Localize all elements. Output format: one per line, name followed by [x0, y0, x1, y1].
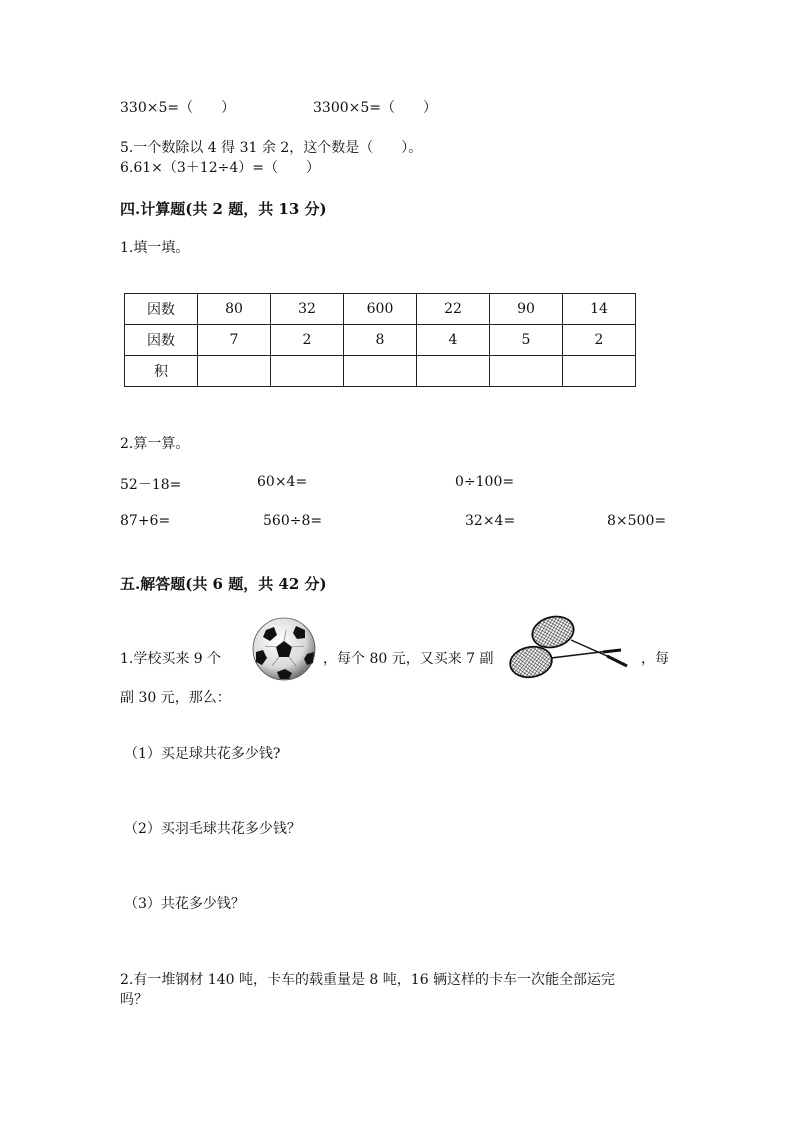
badminton-rackets-icon [507, 612, 635, 686]
answer-cell[interactable] [417, 356, 490, 387]
answer-cell[interactable] [490, 356, 563, 387]
table-cell: 4 [417, 325, 490, 356]
table-row [125, 356, 636, 387]
answer-cell[interactable] [344, 356, 417, 387]
section-5-q2-line1: 2.有一堆钢材 140 吨，卡车的载重量是 8 吨，16 辆这样的卡车一次能全部运完 [120, 972, 616, 988]
answer-cell[interactable] [198, 356, 271, 387]
table-cell: 80 [198, 294, 271, 325]
calc-item: 8×500= [607, 513, 667, 529]
section-4-heading: 四.计算题(共 2 题，共 13 分) [120, 200, 327, 218]
q4-expression-2: 3300×5=（ ） [313, 100, 437, 116]
table-cell: 2 [271, 325, 344, 356]
calc-item: 0÷100= [455, 474, 515, 490]
section-5-q1-text-line2: 副 30 元，那么： [120, 690, 231, 706]
q4-expression-1: 330×5=（ ） [120, 100, 236, 116]
section-5-q1-text-b: ，每个 80 元，又买来 7 副 [323, 651, 494, 667]
answer-cell[interactable] [271, 356, 344, 387]
soccer-ball-icon [250, 616, 318, 686]
table-cell: 600 [344, 294, 417, 325]
sub-question-2: （2）买羽毛球共花多少钱？ [124, 821, 301, 837]
section-5-heading: 五.解答题(共 6 题，共 42 分) [120, 575, 327, 593]
calc-item: 560÷8= [263, 513, 323, 529]
question-6: 6.61×（3＋12÷4）=（ ） [120, 160, 320, 176]
table-cell: 90 [490, 294, 563, 325]
answer-cell[interactable] [563, 356, 636, 387]
calc-item: 52－18= [120, 477, 182, 493]
calc-item: 87+6= [120, 513, 171, 529]
factor-product-table [124, 293, 636, 387]
section-5-q1-text-c: ，每 [641, 651, 669, 667]
section-5-q2-line2: 吗？ [120, 992, 148, 1008]
table-row-label: 因数 [125, 294, 198, 325]
section-5-q1-text-a: 1.学校买来 9 个 [120, 651, 222, 667]
table-cell: 14 [563, 294, 636, 325]
calc-item: 60×4= [257, 474, 308, 490]
table-cell: 2 [563, 325, 636, 356]
calc-item: 32×4= [465, 513, 516, 529]
table-cell: 7 [198, 325, 271, 356]
table-cell: 5 [490, 325, 563, 356]
sub-question-1: （1）买足球共花多少钱? [124, 746, 281, 762]
table-row [125, 294, 636, 325]
table-row [125, 325, 636, 356]
table-row-label: 积 [125, 356, 198, 387]
table-cell: 8 [344, 325, 417, 356]
table-cell: 22 [417, 294, 490, 325]
section-4-q1: 1.填一填。 [120, 240, 190, 256]
section-4-q2: 2.算一算。 [120, 436, 190, 452]
table-row-label: 因数 [125, 325, 198, 356]
sub-question-3: （3）共花多少钱？ [124, 896, 245, 912]
table-cell: 32 [271, 294, 344, 325]
question-5: 5.一个数除以 4 得 31 余 2，这个数是（ ）。 [120, 140, 423, 156]
